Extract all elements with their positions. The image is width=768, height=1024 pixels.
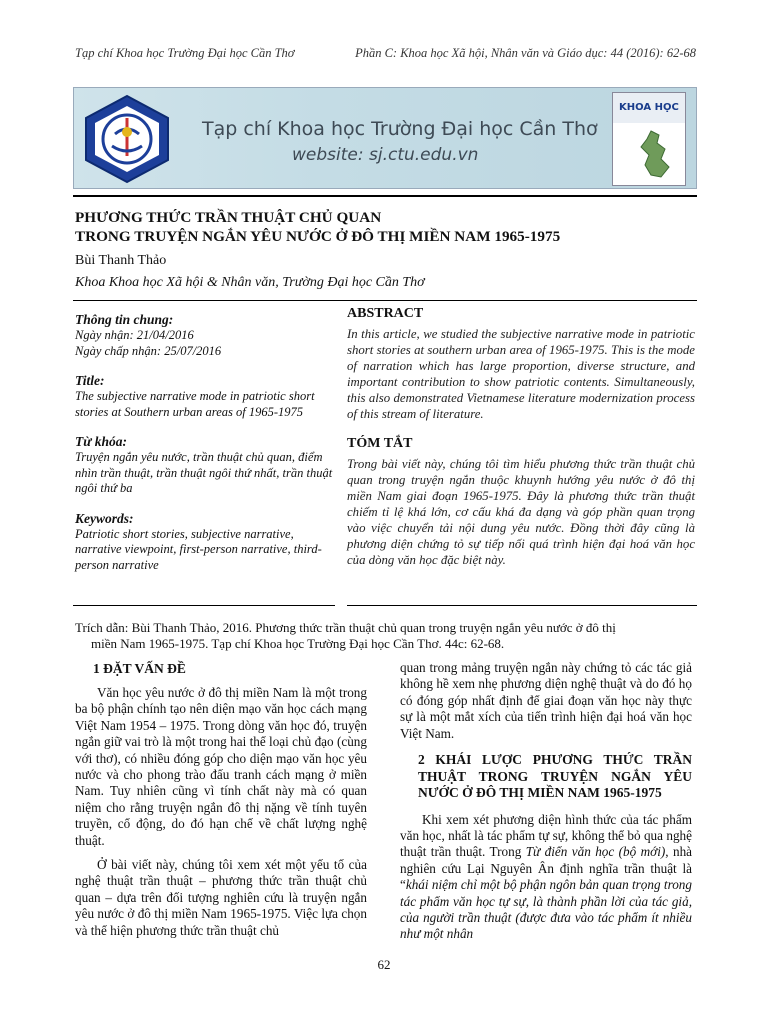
english-title-heading: Title: (75, 373, 105, 388)
abstract-panel (347, 305, 695, 568)
map-icon (631, 129, 677, 181)
section1-paragraph2: Ở bài viết này, chúng tôi xem xét một yếu tố của nghệ thuật trần thuật – phương thức trần thuật chủ quan – dựa trên đối tượng nghiên cứu là truyện ngắn yêu nước ở đô thị miền Nam 1965-1975. Việc lựa chọn và thể hiện phương thức trần thuật chủ (75, 857, 367, 938)
section1-heading: 1 ĐẶT VẤN ĐỀ (93, 661, 186, 676)
keywords-en-heading: Keywords: (75, 510, 134, 526)
banner-divider (73, 195, 697, 197)
section2-text-b: , nhà nghiên cứu Lại Nguyên Ân định nghĩa trần thuật là “ (400, 844, 693, 893)
header-divider (73, 300, 697, 301)
article-title-line2: TRONG TRUYỆN NGẮN YÊU NƯỚC Ở ĐÔ THỊ MIỀN NAM 1965-1975 (75, 228, 561, 245)
article-title-line1: PHƯƠNG THỨC TRẦN THUẬT CHỦ QUAN (75, 209, 382, 226)
author-affiliation: Khoa Khoa học Xã hội & Nhân văn, Trường Đại học Cần Thơ (75, 275, 425, 290)
general-info-heading: Thông tin chung: (75, 312, 174, 327)
banner-title: Tạp chí Khoa học Trường Đại học Cần Thơ (202, 118, 598, 140)
running-head (75, 46, 696, 66)
received-date: Ngày nhận: 21/04/2016 (75, 328, 194, 342)
keywords-vi-heading: Từ khóa: (75, 434, 127, 449)
cover-title: KHOA HỌC (619, 102, 679, 113)
continued-paragraph: quan trong mảng truyện ngắn này chứng tỏ các tác giả không hề xem nhẹ phương diện nghệ thuật và do đó họ có đóng góp nhất định để giai đoạn văn học này thực sự là một mắt xích của tiến trình hiện đại hoá văn học Việt Nam. (400, 660, 692, 741)
abstract-divider (347, 605, 697, 606)
running-head-journal: Tạp chí Khoa học Trường Đại học Cần Thơ (75, 46, 295, 60)
article-info-panel (75, 312, 333, 573)
english-title-text: The subjective narrative mode in patriotic short stories at Southern urban areas of 1965-1975 (75, 389, 315, 419)
body-column-left (75, 660, 367, 947)
journal-banner (73, 87, 697, 189)
citation-line1: Trích dẫn: Bùi Thanh Thảo, 2016. Phương thức trần thuật chủ quan trong truyện ngắn yêu nước ở đô thị (75, 620, 616, 635)
keywords-vi-text: Truyện ngắn yêu nước, trần thuật chủ quan, điểm nhìn trần thuật, trần thuật ngôi thứ nhất, trần thuật ngôi thứ ba (75, 450, 333, 495)
abstract-text: In this article, we studied the subjective narrative mode in patriotic short stories at southern urban area of 1965-1975. This is the mode of narration which has large proportion, diverse structure, and important contribution to show patriotic contents. Simultaneously, this also demonstrated Vietnamese literature modernization process of this stream of literature. (347, 327, 695, 421)
university-logo-icon (82, 94, 172, 184)
running-head-issue: Phần C: Khoa học Xã hội, Nhân văn và Giáo dục: 44 (2016): 62-68 (355, 46, 696, 60)
article-title (75, 208, 560, 246)
section2-text-a: Khi xem xét phương diện hình thức của tác phẩm văn học, nhất là tác phẩm tự sự, không thể bỏ qua nghệ thuật trần thuật. Trong (400, 811, 692, 860)
section1-paragraph1: Văn học yêu nước ở đô thị miền Nam là một trong ba bộ phận chính tạo nên diện mạo văn học cách mạng Việt Nam 1954 – 1975. Trong dòng văn học đó, truyện ngắn giữ vai trò là một trong hai thể loại chủ đạo (cùng với thơ), có nhiều đóng góp cho diện mạo văn học yêu nước và cho phong trào đấu tranh cách mạng ở miền Nam. Tuy nhiên cũng vì tính chất này mà có quan niệm cho rằng truyện ngắn đô thị nặng về tính tuyên truyền, cổ động, do đó hạn chế về chất lượng nghệ thuật. (75, 685, 367, 848)
section2-heading: 2 KHÁI LƯỢC PHƯƠNG THỨC TRẦN THUẬT TRONG TRUYỆN NGẮN YÊU NƯỚC Ở ĐÔ THỊ MIỀN NAM 1965-1975 (418, 752, 692, 801)
author-name: Bùi Thanh Thảo (75, 253, 167, 268)
section2-dictionary-title: Từ điển văn học (bộ mới) (525, 844, 666, 860)
abstract-vi-text: Trong bài viết này, chúng tôi tìm hiểu phương thức trần thuật chủ quan trong truyện ngắn thuộc khuynh hướng yêu nước ở đô thị miền Nam giai đoạn 1965-1975. Đây là phương thức trần thuật chiếm tỉ lệ khá lớn, cơ cấu khá đa dạng và góp phần quan trọng vào việc chuyển tải nội dung yêu nước. Đồng thời đây cũng là phương diện chứng tỏ sự tiếp nối quá trình hiện đại hoá văn học của dòng văn học đặc biệt này. (347, 457, 695, 567)
citation (75, 620, 695, 652)
accepted-date: Ngày chấp nhận: 25/07/2016 (75, 343, 222, 358)
section2-paragraph1 (400, 812, 692, 943)
banner-website: website: sj.ctu.edu.vn (292, 145, 479, 165)
section2-definition-quote: khái niệm chỉ một bộ phận ngôn bản quan trọng trong tác phẩm văn học tự sự, là thành phần lời của tác giả, của người trần thuật (được đưa vào tác phẩm ít nhiều như một nhân (400, 877, 692, 942)
abstract-vi-heading: TÓM TẮT (347, 436, 413, 451)
keywords-en-text: Patriotic short stories, subjective narrative, narrative viewpoint, first-person narrative, third-person narrative (75, 526, 322, 572)
citation-line2: miền Nam 1965-1975. Tạp chí Khoa học Trường Đại học Cần Thơ. 44c: 62-68. (91, 636, 505, 651)
info-panel-divider (73, 605, 335, 606)
page-number: 62 (377, 957, 391, 972)
journal-cover-thumbnail (612, 92, 686, 186)
body-column-right (400, 660, 692, 951)
abstract-heading: ABSTRACT (347, 306, 424, 321)
